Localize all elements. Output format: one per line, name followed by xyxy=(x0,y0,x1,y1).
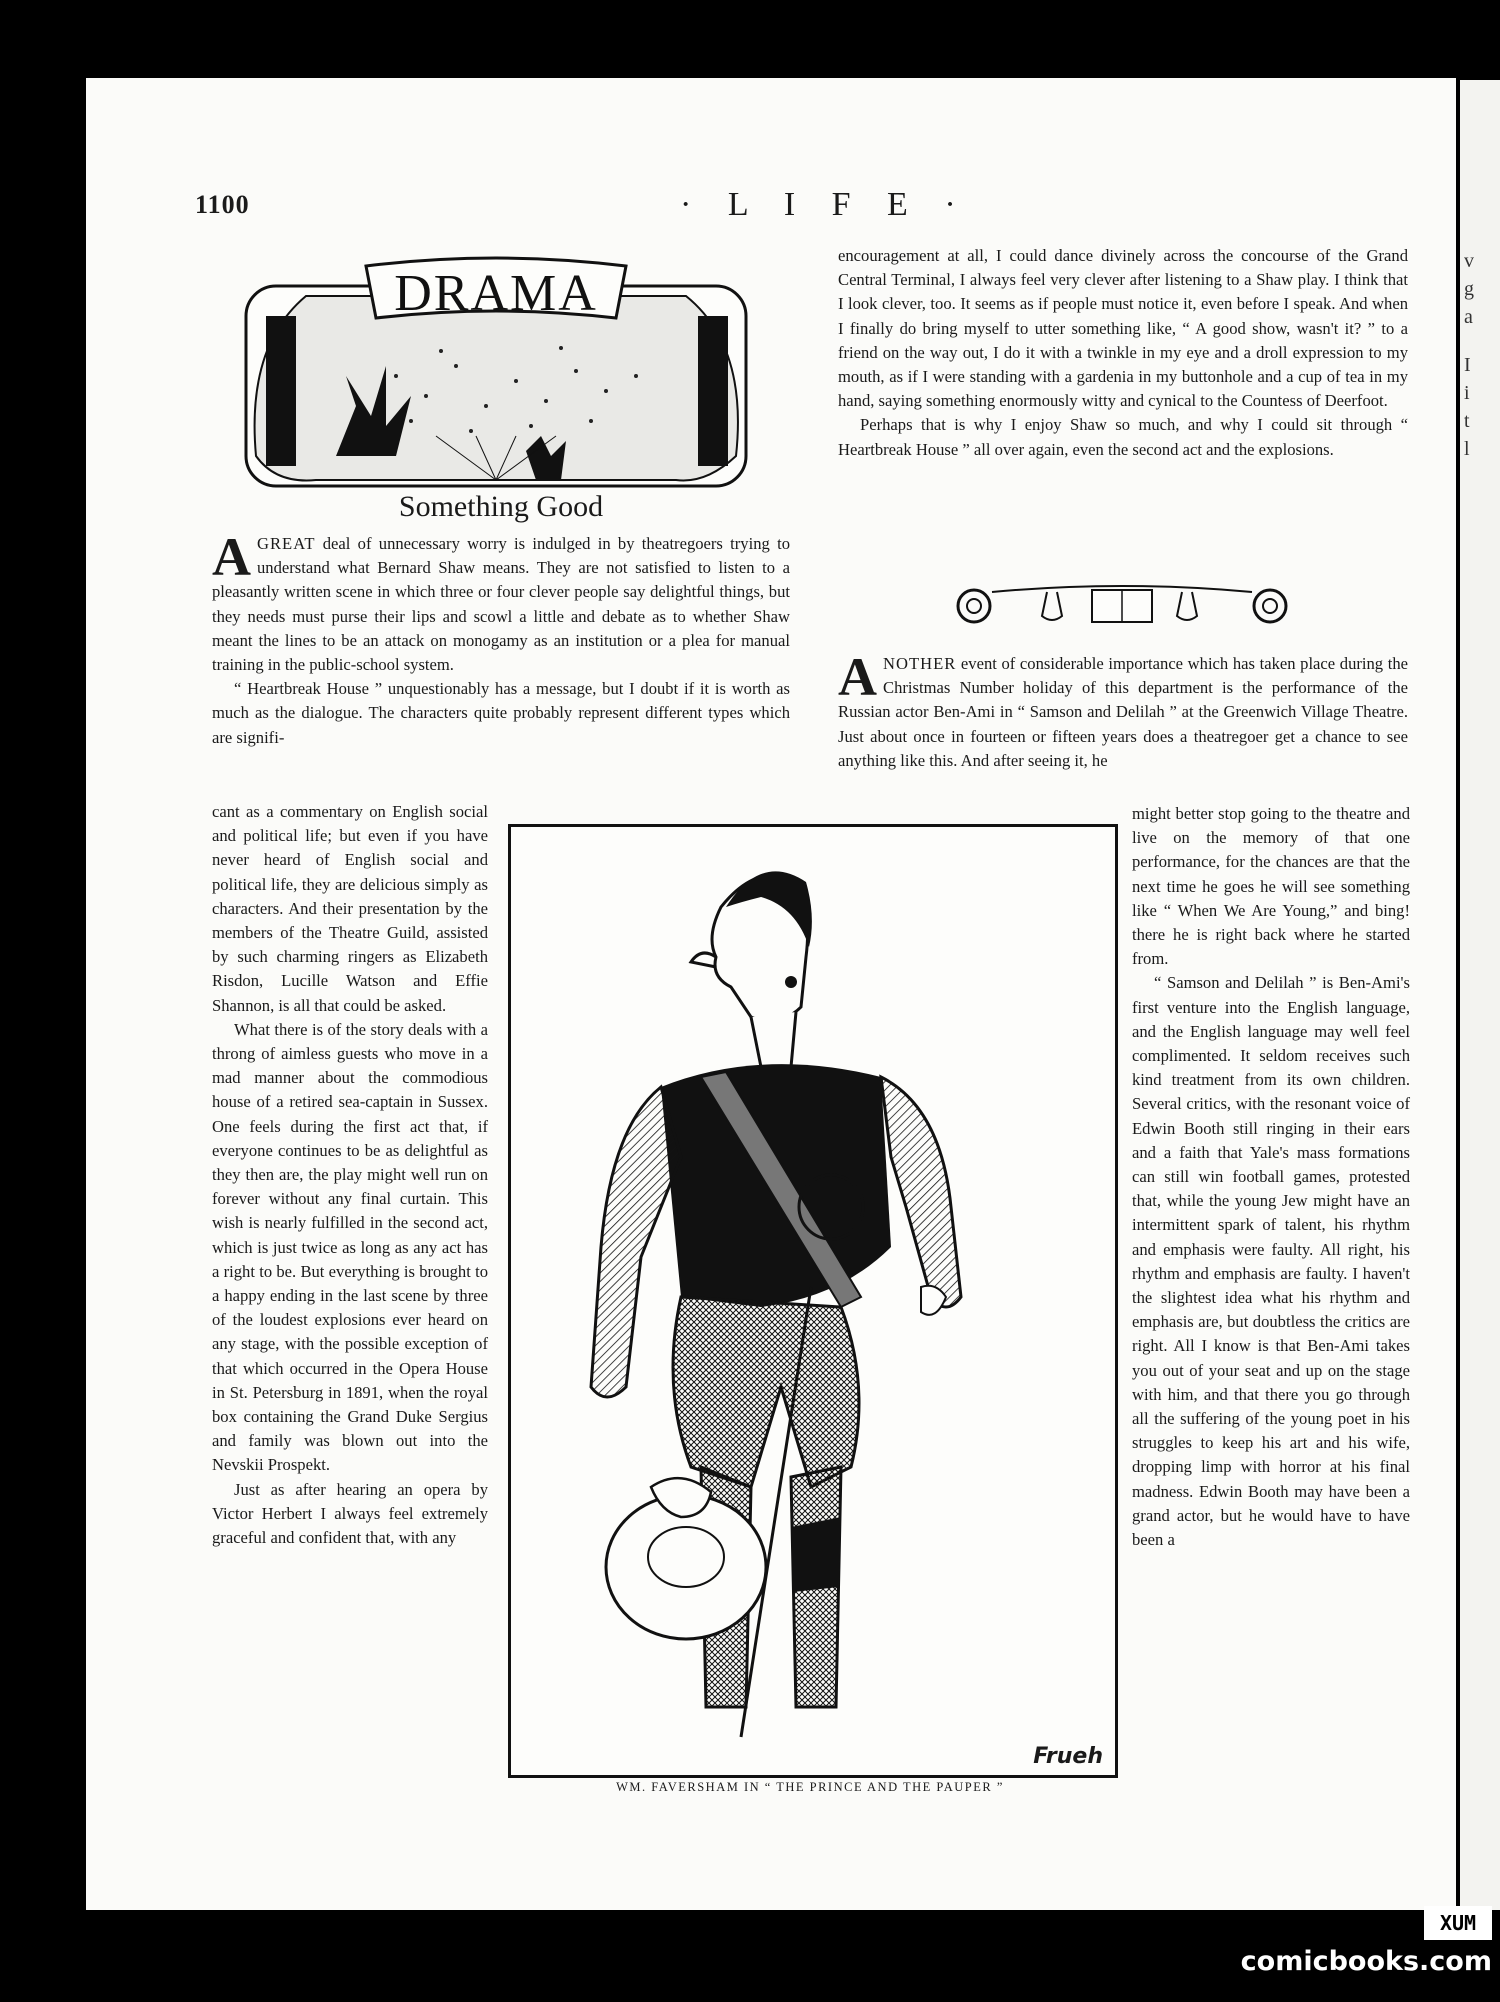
paragraph: encouragement at all, I could dance divinely across the concourse of the Grand Central Terminal, I always feel very clever after listening to a Shaw play. I think that I look clever, too. It seems as if people must notice it, even before I speak. And when I finally do bring myself to utter something like, “ A good show, wasn't it? ” to a friend on the way out, I do it with a twinkle in my eye and a droll expression to my mouth, as if I were standing with a gardenia in my buttonhole and a cup of tea in my hand, saying something enormously witty and cynical to the Countess of Deerfoot. xyxy=(838,246,1408,411)
next-page-fragment: v xyxy=(1464,250,1474,272)
column-1-narrow xyxy=(212,800,488,1550)
paragraph xyxy=(212,527,790,677)
next-page-fragment: i xyxy=(1464,382,1470,404)
next-page-fragment: g xyxy=(1464,278,1474,300)
next-page-fragment: a xyxy=(1464,306,1473,328)
paragraph: “ Heartbreak House ” unquestionably has a message, but I doubt if it is worth as much as the dialogue. The characters quite probably represent different types which are signifi- xyxy=(212,679,790,747)
lead-word: GREAT xyxy=(257,534,316,553)
caricature-art xyxy=(511,827,1115,1775)
next-page-fragment: I xyxy=(1464,354,1471,376)
page-number: 1100 xyxy=(195,190,250,219)
watermark-tag: XUM xyxy=(1424,1906,1492,1940)
artist-signature: Frueh xyxy=(1033,1744,1103,1769)
article-headline: Something Good xyxy=(398,490,604,523)
drop-cap: A xyxy=(838,647,877,707)
illustration-caption: WM. FAVERSHAM IN “ THE PRINCE AND THE PAUPER ” xyxy=(616,1780,1004,1794)
drama-title: DRAMA xyxy=(394,265,598,322)
paragraph: might better stop going to the theatre and live on the memory of that one performance, for the chances are that the next time he goes he will see something like “ When We Are Young,” and bing! there he is right back where he started from. xyxy=(1132,804,1410,969)
paragraph: cant as a commentary on English social and political life; but even if you have never heard of English social and political life, they are delicious simply as characters. And their presentation by the members of the Theatre Guild, assisted by such charming ringers as Elizabeth Risdon, Lucille Watson and Effie Shannon, is all that could be asked. xyxy=(212,802,488,1015)
drop-cap: A xyxy=(212,527,251,587)
paragraph-text: deal of unnecessary worry is indulged in by theatregoers trying to understand what Bernard Shaw means. They are not satisfied to listen to a pleasantly written scene in which three or four clever people say delightful things, but they needs must purse their lips and scowl a little and debate as to whether Shaw meant the lines to be an attack on monogamy as an institution or a plea for manual training in the public-school system. xyxy=(212,534,790,675)
paragraph xyxy=(838,647,1408,773)
paragraph: What there is of the story deals with a throng of aimless guests who move in a mad manner about the commodious house of a retired sea-captain in Sussex. One feels during the first act that, if everyone continues to be as delightful as they then are, the play might well run on forever without any final curtain. This wish is nearly fulfilled in the second act, which is just twice as long as any act has a right to be. But everything is brought to a happy ending in the last scene by three of the loudest explosions ever heard on any stage, with the possible exception of that which occurred in the Opera House in St. Petersburg in 1891, when the royal box containing the Grand Duke Sergius and family was blown out into the Nevskii Prospekt. xyxy=(212,1019,488,1475)
watermark-site: comicbooks.com xyxy=(1240,1946,1492,1977)
column-2-second-section xyxy=(838,647,1408,773)
ornament-divider xyxy=(952,582,1292,628)
masthead: · L I F E · xyxy=(680,186,970,223)
paragraph: “ Samson and Delilah ” is Ben-Ami's first venture into the English language, and the English language may well feel complimented. It seldom receives such kind treatment from its own children. Several critics, with the resonant voice of Edwin Booth still ringing in their ears and a faith that Yale's mass formations can still win football games, protested that, while the young Jew might have an intermittent spark of talent, his rhythm and emphasis were faulty. All right, his rhythm and emphasis are faulty. I haven't the slightest idea what his rhythm and emphasis are, but doubtless the critics are right. All I know is that Ben-Ami takes you out of your seat and up on the stage with him, and that there you go through all the suffering of the young poet in his struggles to keep his art and his wife, dropping limp with horror at his final madness. Edwin Booth may have been a grand actor, but he would have to have been a xyxy=(1132,973,1410,1550)
drama-banner-art xyxy=(236,256,758,500)
column-1-top xyxy=(212,527,790,750)
next-page-edge xyxy=(1460,80,1500,1910)
column-2-narrow xyxy=(1132,802,1410,1552)
paragraph: Perhaps that is why I enjoy Shaw so much, and why I could sit through “ Heartbreak House ” all over again, even the second act and the explosions. xyxy=(838,415,1408,459)
paragraph-text: event of considerable importance which has taken place during the Christmas Number holiday of this department is the performance of the Russian actor Ben-Ami in “ Samson and Delilah ” at the Greenwich Village Theatre. Just about once in fourteen or fifteen years does a theatregoer get a chance to see anything like this. And after seeing it, he xyxy=(838,654,1408,770)
column-2-top xyxy=(838,244,1408,462)
paragraph: Just as after hearing an opera by Victor Herbert I always feel extremely graceful and confident that, with any xyxy=(212,1479,488,1548)
lead-word: NOTHER xyxy=(883,654,957,673)
caricature-illustration xyxy=(508,824,1118,1778)
ornament-art xyxy=(952,582,1292,628)
drama-banner xyxy=(236,256,758,500)
next-page-fragment: l xyxy=(1464,438,1470,460)
next-page-fragment: t xyxy=(1464,410,1470,432)
